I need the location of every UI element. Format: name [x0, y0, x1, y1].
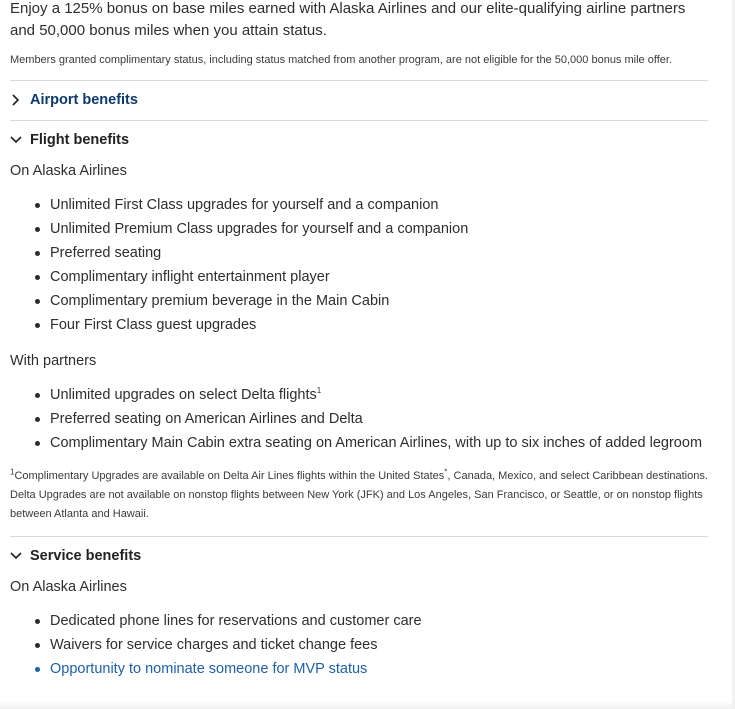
intro-note: Members granted complimentary status, including status matched from another program, are not eligible for the 50,000 bonus mile offer. [10, 54, 672, 66]
accordion-title: Flight benefits [30, 132, 130, 148]
accordion-flight-benefits[interactable] [10, 121, 710, 159]
list-item: Preferred seating [34, 241, 710, 265]
alaska-flight-list [10, 193, 710, 337]
chevron-right-icon [8, 92, 24, 108]
footnote-text: Complimentary Upgrades are available on Delta Air Lines flights within the United States [14, 470, 445, 482]
intro-text: Enjoy a 125% bonus on base miles earned with Alaska Airlines and our elite-qualifying airline partners and 50,000 bonus miles when you attain status. [10, 0, 686, 39]
list-item-text: Unlimited upgrades on select Delta flights [50, 387, 317, 403]
chevron-down-icon [8, 548, 24, 564]
list-item: Four First Class guest upgrades [34, 313, 710, 337]
accordion-title: Service benefits [30, 548, 142, 564]
accordion-title: Airport benefits [30, 92, 138, 108]
list-item: Waivers for service charges and ticket change fees [34, 633, 710, 657]
footnote-number: 1 [10, 467, 15, 477]
list-item: Complimentary inflight entertainment player [34, 265, 710, 289]
bottom-fade [0, 701, 735, 709]
nominate-mvp-link[interactable]: Opportunity to nominate someone for MVP status [34, 657, 710, 681]
section-label: With partners [10, 353, 97, 369]
list-item: Complimentary premium beverage in the Main Cabin [34, 289, 710, 313]
section-label: On Alaska Airlines [10, 163, 127, 179]
service-list [10, 609, 710, 681]
accordion-airport-benefits[interactable] [10, 81, 710, 119]
footnote [10, 467, 710, 524]
list-item: Unlimited First Class upgrades for yourself and a companion [34, 193, 710, 217]
footnote-text-cont: , Canada, Mexico, and select Caribbean destinations. Delta Upgrades are not available on nonstop flights between New York (JFK) and Los Angeles, San Francisco, or Seattle, or on nonstop flights between Atlanta and Hawaii. [10, 470, 708, 520]
footnote-asterisk: * [444, 467, 448, 477]
list-item: Unlimited Premium Class upgrades for yourself and a companion [34, 217, 710, 241]
list-item: Complimentary Main Cabin extra seating on American Airlines, with up to six inches of added legroom [34, 431, 710, 455]
list-item: Preferred seating on American Airlines and Delta [34, 407, 710, 431]
partner-flight-list [10, 383, 710, 455]
section-label: On Alaska Airlines [10, 579, 127, 595]
footnote-marker: 1 [316, 386, 322, 396]
list-item [34, 383, 710, 407]
list-item: Dedicated phone lines for reservations and customer care [34, 609, 710, 633]
benefits-content [10, 0, 710, 681]
accordion-service-benefits[interactable] [10, 537, 710, 575]
chevron-down-icon [8, 132, 24, 148]
